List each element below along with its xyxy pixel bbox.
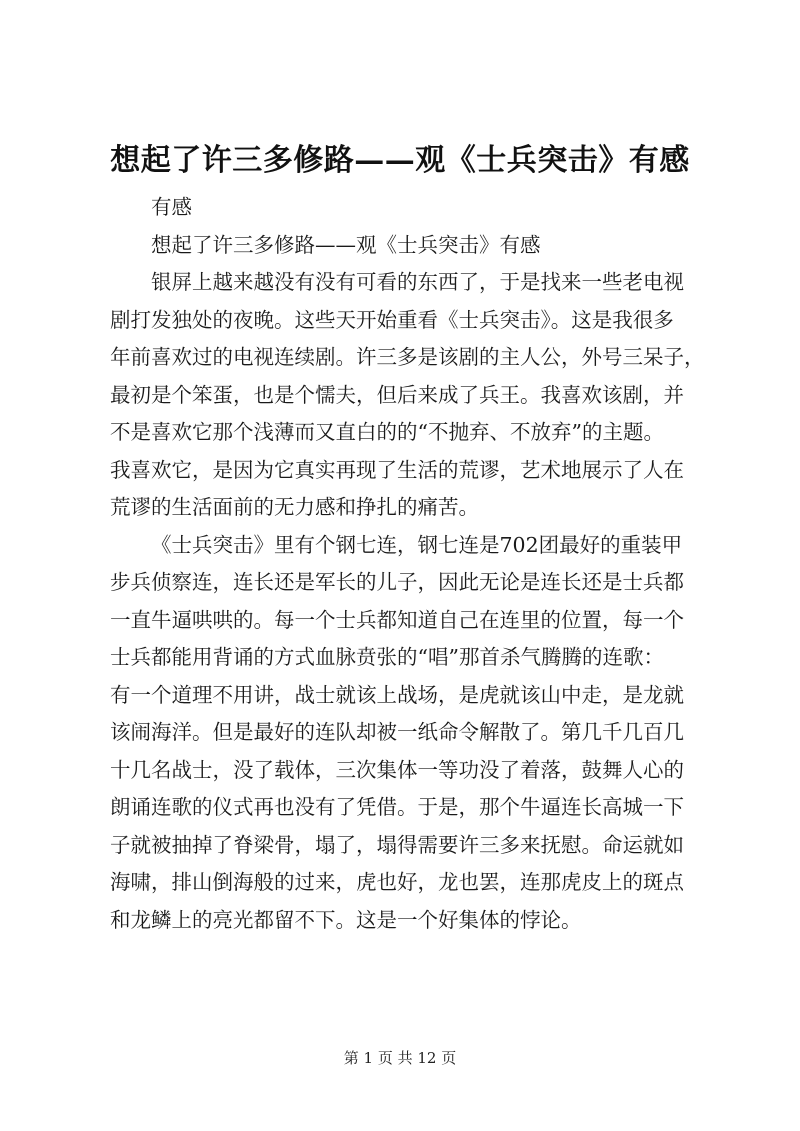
subheading: 有感 [151, 195, 192, 219]
paragraph-line: 《士兵突击》里有个钢七连，钢七连是702团最好的重装甲 [151, 532, 683, 557]
paragraph-line: 剧打发独处的夜晚。这些天开始重看《士兵突击》。这是我很多 [110, 307, 674, 332]
paragraph-line: 银屏上越来越没有没有可看的东西了，于是找来一些老电视 [151, 270, 684, 294]
paragraph-line: 年前喜欢过的电视连续剧。许三多是该剧的主人公，外号三呆子， [110, 345, 705, 369]
paragraph-line: 海啸，排山倒海般的过来，虎也好，龙也罢，连那虎皮上的斑点 [110, 870, 684, 894]
subtitle-line: 想起了许三多修路——观《士兵突击》有感 [151, 232, 541, 257]
paragraph-line: 十几名战士，没了载体，三次集体一等功没了着落，鼓舞人心的 [110, 757, 684, 782]
document-body [110, 189, 710, 939]
paragraph-line: 我喜欢它，是因为它真实再现了生活的荒谬，艺术地展示了人在 [110, 457, 684, 482]
paragraph-line: 一直牛逼哄哄的。每一个士兵都知道自己在连里的位置，每一个 [110, 607, 684, 632]
paragraph-line: 步兵侦察连，连长还是军长的儿子，因此无论是连长还是士兵都 [110, 570, 684, 594]
document-title: 想起了许三多修路——观《士兵突击》有感 [110, 143, 690, 178]
paragraph-line: 士兵都能用背诵的方式血脉贲张的“唱”那首杀气腾腾的连歌： [110, 645, 664, 669]
paragraph-line: 不是喜欢它那个浅薄而又直白的的“不抛弃、不放弃”的主题。 [110, 420, 664, 444]
paragraph-line: 有一个道理不用讲，战士就该上战场，是虎就该山中走，是龙就 [110, 682, 684, 707]
paragraph-1 [110, 264, 710, 527]
paragraph-line: 最初是个笨蛋，也是个懦夫，但后来成了兵王。我喜欢该剧，并 [110, 382, 684, 407]
page-number-footer: 第 1 页 共 12 页 [343, 1049, 457, 1067]
paragraph-2 [110, 527, 710, 940]
paragraph-line: 和龙鳞上的亮光都留不下。这是一个好集体的悖论。 [110, 907, 582, 932]
paragraph-line: 子就被抽掉了脊梁骨，塌了，塌得需要许三多来抚慰。命运就如 [110, 832, 684, 857]
paragraph-line: 荒谬的生活面前的无力感和挣扎的痛苦。 [110, 495, 479, 519]
paragraph-line: 朗诵连歌的仪式再也没有了凭借。于是，那个牛逼连长高城一下 [110, 795, 684, 819]
paragraph-line: 该闹海洋。但是最好的连队却被一纸命令解散了。第几千几百几 [110, 720, 684, 744]
